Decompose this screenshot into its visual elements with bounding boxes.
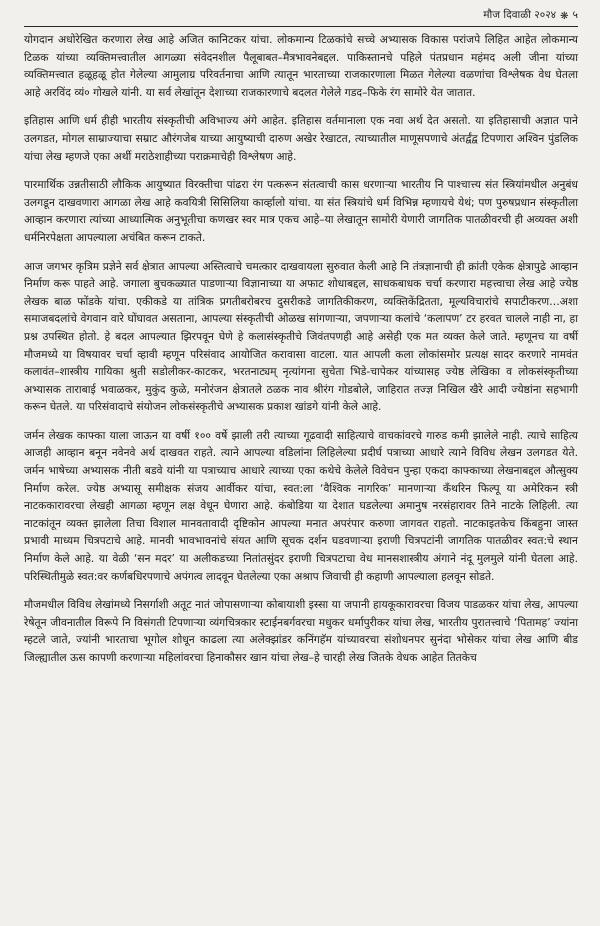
paragraph-history: इतिहास आणि धर्म हीही भारतीय संस्कृतीची अविभाज्य अंगे आहेत. इतिहास वर्तमानाला एक नवा अर्थ देत असतो. या इतिहासाची अज्ञात पाने उलगडत, मोगल साम्राज्याचा सम्राट औरंगजेब याच्या आयुष्याची दारुण अखेर रेखाटत, त्याच्यातील माणूसपणाचे अंतर्द्वंद्व टिपणारा अश्विन पुंडलिक यांचा लेख म्हणजे एका अर्थी मराठेशाहीच्या पराक्रमाचेही विश्लेषण आहे.: [24, 114, 578, 163]
magazine-title: मौज दिवाळी २०२४: [483, 9, 557, 21]
running-header: [24, 0, 578, 22]
paragraph-kafka-film: जर्मन लेखक काफ्का याला जाऊन या वर्षी १०० वर्षे झाली तरी त्याच्या गूढवादी साहित्याचे वाचकांवरचे गारुड कमी झालेले नाही. त्याचे साहित्य आजही आव्हान बनून नवेनवे अर्थ दाखवत राहते. त्याने आपल्या वडिलांना लिहिलेल्या प्रदीर्घ पत्राच्या आधारे त्याने विविध लेखन उलगडत येते. जर्मन भाषेच्या अभ्यासक नीती बडवे यांनी या पत्राच्याच आधारे त्याच्या एका कथेचे केलेले विवेचन पुन्हा एकदा काफ्काच्या लेखनाबद्दल औत्सुक्य निर्माण करेल. ज्येष्ठ अभ्यासू समीक्षक संजय आर्वीकर यांचा, स्वत:ला ‘वैश्विक नागरिक’ मानणाऱ्या कँथरिन फिल्पू या अमेरिकन स्त्री नाटककारावरचा लेखही आगळा म्हणून लक्ष वेधून घेणारा आहे. कंबोडिया या देशात घडलेल्या अमानुष नरसंहारावर तिने नाटके लिहिली. त्या नाटकांतून व्यक्त झालेला तिचा विशाल मानवतावादी दृष्टिकोन आपल्या मनात अपरंपार करुणा जागवत राहतो. नाटकाइतकेच किंबहुना जास्त प्रभावी माध्यम चित्रपटाचे आहे. मानवी भावभावनांचे संयत आणि सूचक दर्शन घडवणाऱ्या इराणी चित्रपटांनी जागतिक पातळीवर स्वत:चे स्थान निर्माण केले आहे. या वेळी ‘सन मदर’ या अलीकडच्या नितांतसुंदर इराणी चित्रपटाचा वेध मानसशास्त्रीय अंगाने नंदू मुलमुले यांनी घेतला आहे. परिस्थितीमुळे स्वत:वर कर्णबधिरपणाचे अपंगत्व लादवून घेतलेल्या एका अश्राप जिवाची ही कहाणी आपल्याला हलवून सोडते.: [24, 428, 578, 583]
paragraph-ai-arts: आज जगभर कृत्रिम प्रज्ञेने सर्व क्षेत्रात आपल्या अस्तित्वाचे चमत्कार दाखवायला सुरुवात केली आहे नि तंत्रज्ञानाची ही क्रांती एकेक क्षेत्रापुढे आव्हान निर्माण करू पाहते आहे. जगाला बुचकळ्यात पाडणाऱ्या विज्ञानाच्या या अफाट शोधाबद्दल, साधकबाधक चर्चा करणारा महत्त्वाचा लेख आहे ज्येष्ठ लेखक बाळ फोंडके यांचा. एकीकडे या तांत्रिक प्रगतीबरोबरच दुसरीकडे जागतिकीकरण, व्यक्तिकेंद्रितता, मूल्यविचारांचे सपाटीकरण…अशा समाजबदलांचे वेगवान वारे घोंघावत असताना, आपल्या संस्कृतीची ओळख सांगणाऱ्या, जपणाऱ्या कलांचे ‘कलापण’ टर हरवत चालले नाही ना, हा प्रश्न उपस्थित होतो. हे बदल आपल्यात झिरपवून घेणे हे कलासंस्कृतीचे जिवंतपणही आहे असेही एक मत व्यक्त केले जाते. म्हणूनच या वर्षी मौजमध्ये या विषयावर चर्चा व्हावी म्हणून परिसंवाद आयोजित करावासा वाटला. यात आपली कला लोकांसमोर प्रत्यक्ष सादर करणारे नामवंत कलावंत–शास्त्रीय गायिका श्रुती सडोलीकर-काटकर, भरतनाट्यम् नृत्यांगना सुचेता भिडे-चापेकर यांच्यासह ज्येष्ठ लेखिका व लोकसंस्कृतीच्या अभ्यासक ताराबाई भवाळकर, मुकुंद कुळे, मनोरंजन क्षेत्रातले ठळक नाव श्रीरंग गोडबोले, जाहिरात तज्ज्ञ निखिल खैरे आदी ज्येष्ठांना सहभागी करून घेतले. या परिसंवादाचे संयोजन लोकसंस्कृतीचे अभ्यासक प्रकाश खांडगे यांनी केले आहे.: [24, 259, 578, 414]
paragraph-other-essays: मौजमधील विविध लेखांमध्ये निसर्गाशी अतूट नातं जोपासणाऱ्या कोबायाशी इस्सा या जपानी हायकूकारावरचा विजय पाडळकर यांचा लेख, आपल्या रेषेतून जीवनातील विरूपे नि विसंगती टिपणाऱ्या व्यंगचित्रकार स्टाईनबर्गवरचा मधुकर धर्मापुरीकर यांचा लेख, भारतीय पुरातत्त्वाचे ‘पितामह’ ज्यांना म्हटले जाते, ज्यांनी भारताचा भूगोल शोधून काढला त्या अलेक्झांडर कनिंगहॅम यांच्यावरचा संशोधनपर सुनंदा भोसेकर यांचा लेख आणि बीड जिल्ह्यातील ऊस कापणी करणाऱ्या महिलांवरचा हिनाकौसर खान यांचा लेख–हे चारही लेख जितके वेधक आहेत तितकेच: [24, 598, 578, 664]
paragraph-saints: पारमार्थिक उन्नतीसाठी लौकिक आयुष्यात विरक्तीचा पांढरा रंग पत्करून संतत्वाची कास धरणाऱ्या भारतीय नि पाश्चात्त्य संत स्त्रियांमधील अनुबंध उलगडून दाखवणारा आगळा लेख आहे कवयित्री सिसिलिया कार्व्हालो यांचा. या संत स्त्रियांचे धर्म विभिन्न म्हणायचे येथं; पण पुरुषप्रधान संस्कृतीला आव्हान करणारा त्यांच्या आध्यात्मिक अनुभूतीचा कणखर स्वर मात्र एकच आहे–या लेखातून सामोरी येणारी जागतिक पातळीवरची ही अव्यक्त अशी धर्मनिरपेक्षता आपल्याला अचंबित करून टाकते.: [24, 178, 578, 244]
page-number: ५: [572, 9, 578, 21]
header-rule: [24, 26, 578, 27]
paragraph-politics: योगदान अधोरेखित करणारा लेख आहे अजित कानिटकर यांचा. लोकमान्य टिळकांचे सच्चे अभ्यासक विकास परांजपे लिहित आहेत लोकमान्य टिळक यांच्या व्यक्तिमत्त्वातील आगळ्या संवेदनशील पैलूबाबत–मैत्रभावनेबद्दल. पाकिस्तानचे पहिले पंतप्रधान महंमद अली जीना यांच्या व्यक्तिमत्त्वात हळूहळू होत गेलेल्या आमुलाग्र परिवर्तनाचा आणि त्यातून भारताच्या राजकारणाला मिळत गेलेल्या वळणांचा विश्लेषक वेध घेतला आहे अरविंद व्यं० गोखले यांनी. या सर्व लेखांतून देशाच्या राजकारणाचे बदलत गेलेले गडद–फिके रंग सामोरे येत जातात.: [24, 33, 578, 99]
ornament-icon: ❋: [560, 11, 569, 22]
